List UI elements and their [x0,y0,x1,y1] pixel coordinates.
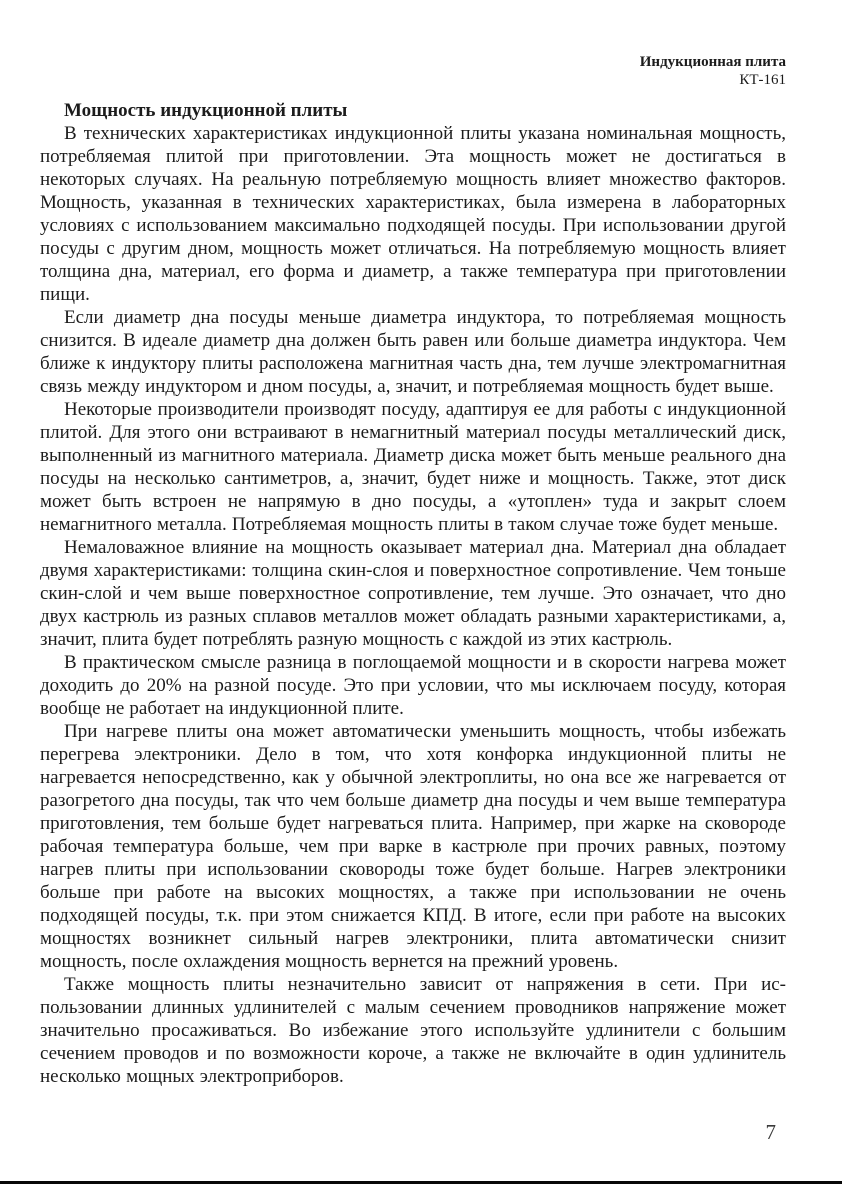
paragraph-bottom-diameter: Если диаметр дна посуды меньше диаметра индуктора, то потребляемая мощность снизится. В идеале диаметр дна должен быть равен или больше диаметра индуктора. Чем ближе к индуктору плиты расположена магнитная часть дна, тем лучше электромагнитная связь между индуктором и дном посуды, а, значит, и потребляемая мощность будет выше. [40,307,786,397]
paragraph-practical-difference: В практическом смысле разница в поглощаемой мощности и в скорости нагрева может доходить до 20% на разной посуде. Это при условии, что мы исключаем посуду, которая вообще не работает на индукционной плите. [40,652,786,719]
header-model-number: КТ-161 [739,72,786,88]
page-number: 7 [765,1120,776,1144]
bottom-rule-line [0,1181,842,1184]
running-header [40,53,786,89]
paragraph-overheat-protection: При нагреве плиты она может автоматически уменьшить мощность, чтобы избежать перегрева электроники. Дело в том, что хотя конфорка индукционной плиты не нагревается непосредственно, как у обычной электроплиты, но она все же нагревается от разогретого дна посуды, так что чем больше диаметр дна посуды и чем выше температура приготовления, тем больше будет нагреваться плита. Например, при жарке на сковороде рабочая температура больше, чем при варке в кастрюле при прочих равных, поэтому нагрев плиты при использовании сковороды тоже будет больше. Нагрев электроники больше при работе на высоких мощностях, а также при использовании не очень подходящей посуды, т.к. при этом снижается КПД. В итоге, если при работе на высоких мощностях возникнет сильный нагрев электроники, плита автоматически снизит мощность, после охлаждения мощность вернется на прежний уровень. [40,721,786,972]
paragraph-mains-voltage: Также мощность плиты незначительно зависит от напряжения в сети. При использовании длинных удлинителей с малым сечением проводников напряжение может значительно просаживаться. Во избежание этого используйте удлинители с большим сечением проводов и по возможности короче, а также не включайте в один удлинитель несколько мощных электроприборов. [40,974,786,1087]
paragraph-bottom-material: Немаловажное влияние на мощность оказывает материал дна. Материал дна обладает двумя характеристиками: толщина скин-слоя и поверхностное сопротивление. Чем тоньше скин-слой и чем выше поверхностное сопротивление, тем лучше. Это означает, что дно двух кастрюль из разных сплавов металлов может обладать разными характеристиками, а, значит, плита будет потреблять разную мощность с каждой из этих кастрюль. [40,537,786,650]
paragraph-adapted-cookware: Некоторые производители производят посуду, адаптируя ее для работы с индукционной плитой. Для этого они встраивают в немагнитный материал посуды металлический диск, выполненный из магнитного материала. Диаметр диска может быть меньше реального дна посуды на несколько сантиметров, а, значит, будет ниже и мощность. Также, этот диск может быть встроен не напрямую в дно посуды, а «утоплен» туда и закрыт слоем немагнитного металла. Потребляемая мощность плиты в таком случае тоже будет меньше. [40,399,786,535]
section-title: Мощность индукционной плиты [64,100,348,121]
header-product-name: Индукционная плита [639,54,786,70]
paragraph-nominal-power: В технических характеристиках индукционной плиты указана номинальная мощность, потребляемая плитой при приготовлении. Эта мощность может не достигаться в некоторых случаях. На реальную потребляемую мощность влияет множество факторов. Мощность, указанная в технических характеристиках, была измерена в лабораторных условиях с использованием максимально подходящей посуды. При использовании другой посуды с другим дном, мощность может отличаться. На потребляемую мощность влияет толщина дна, материал, его форма и диаметр, а также температура при приготовлении пищи. [40,123,786,305]
